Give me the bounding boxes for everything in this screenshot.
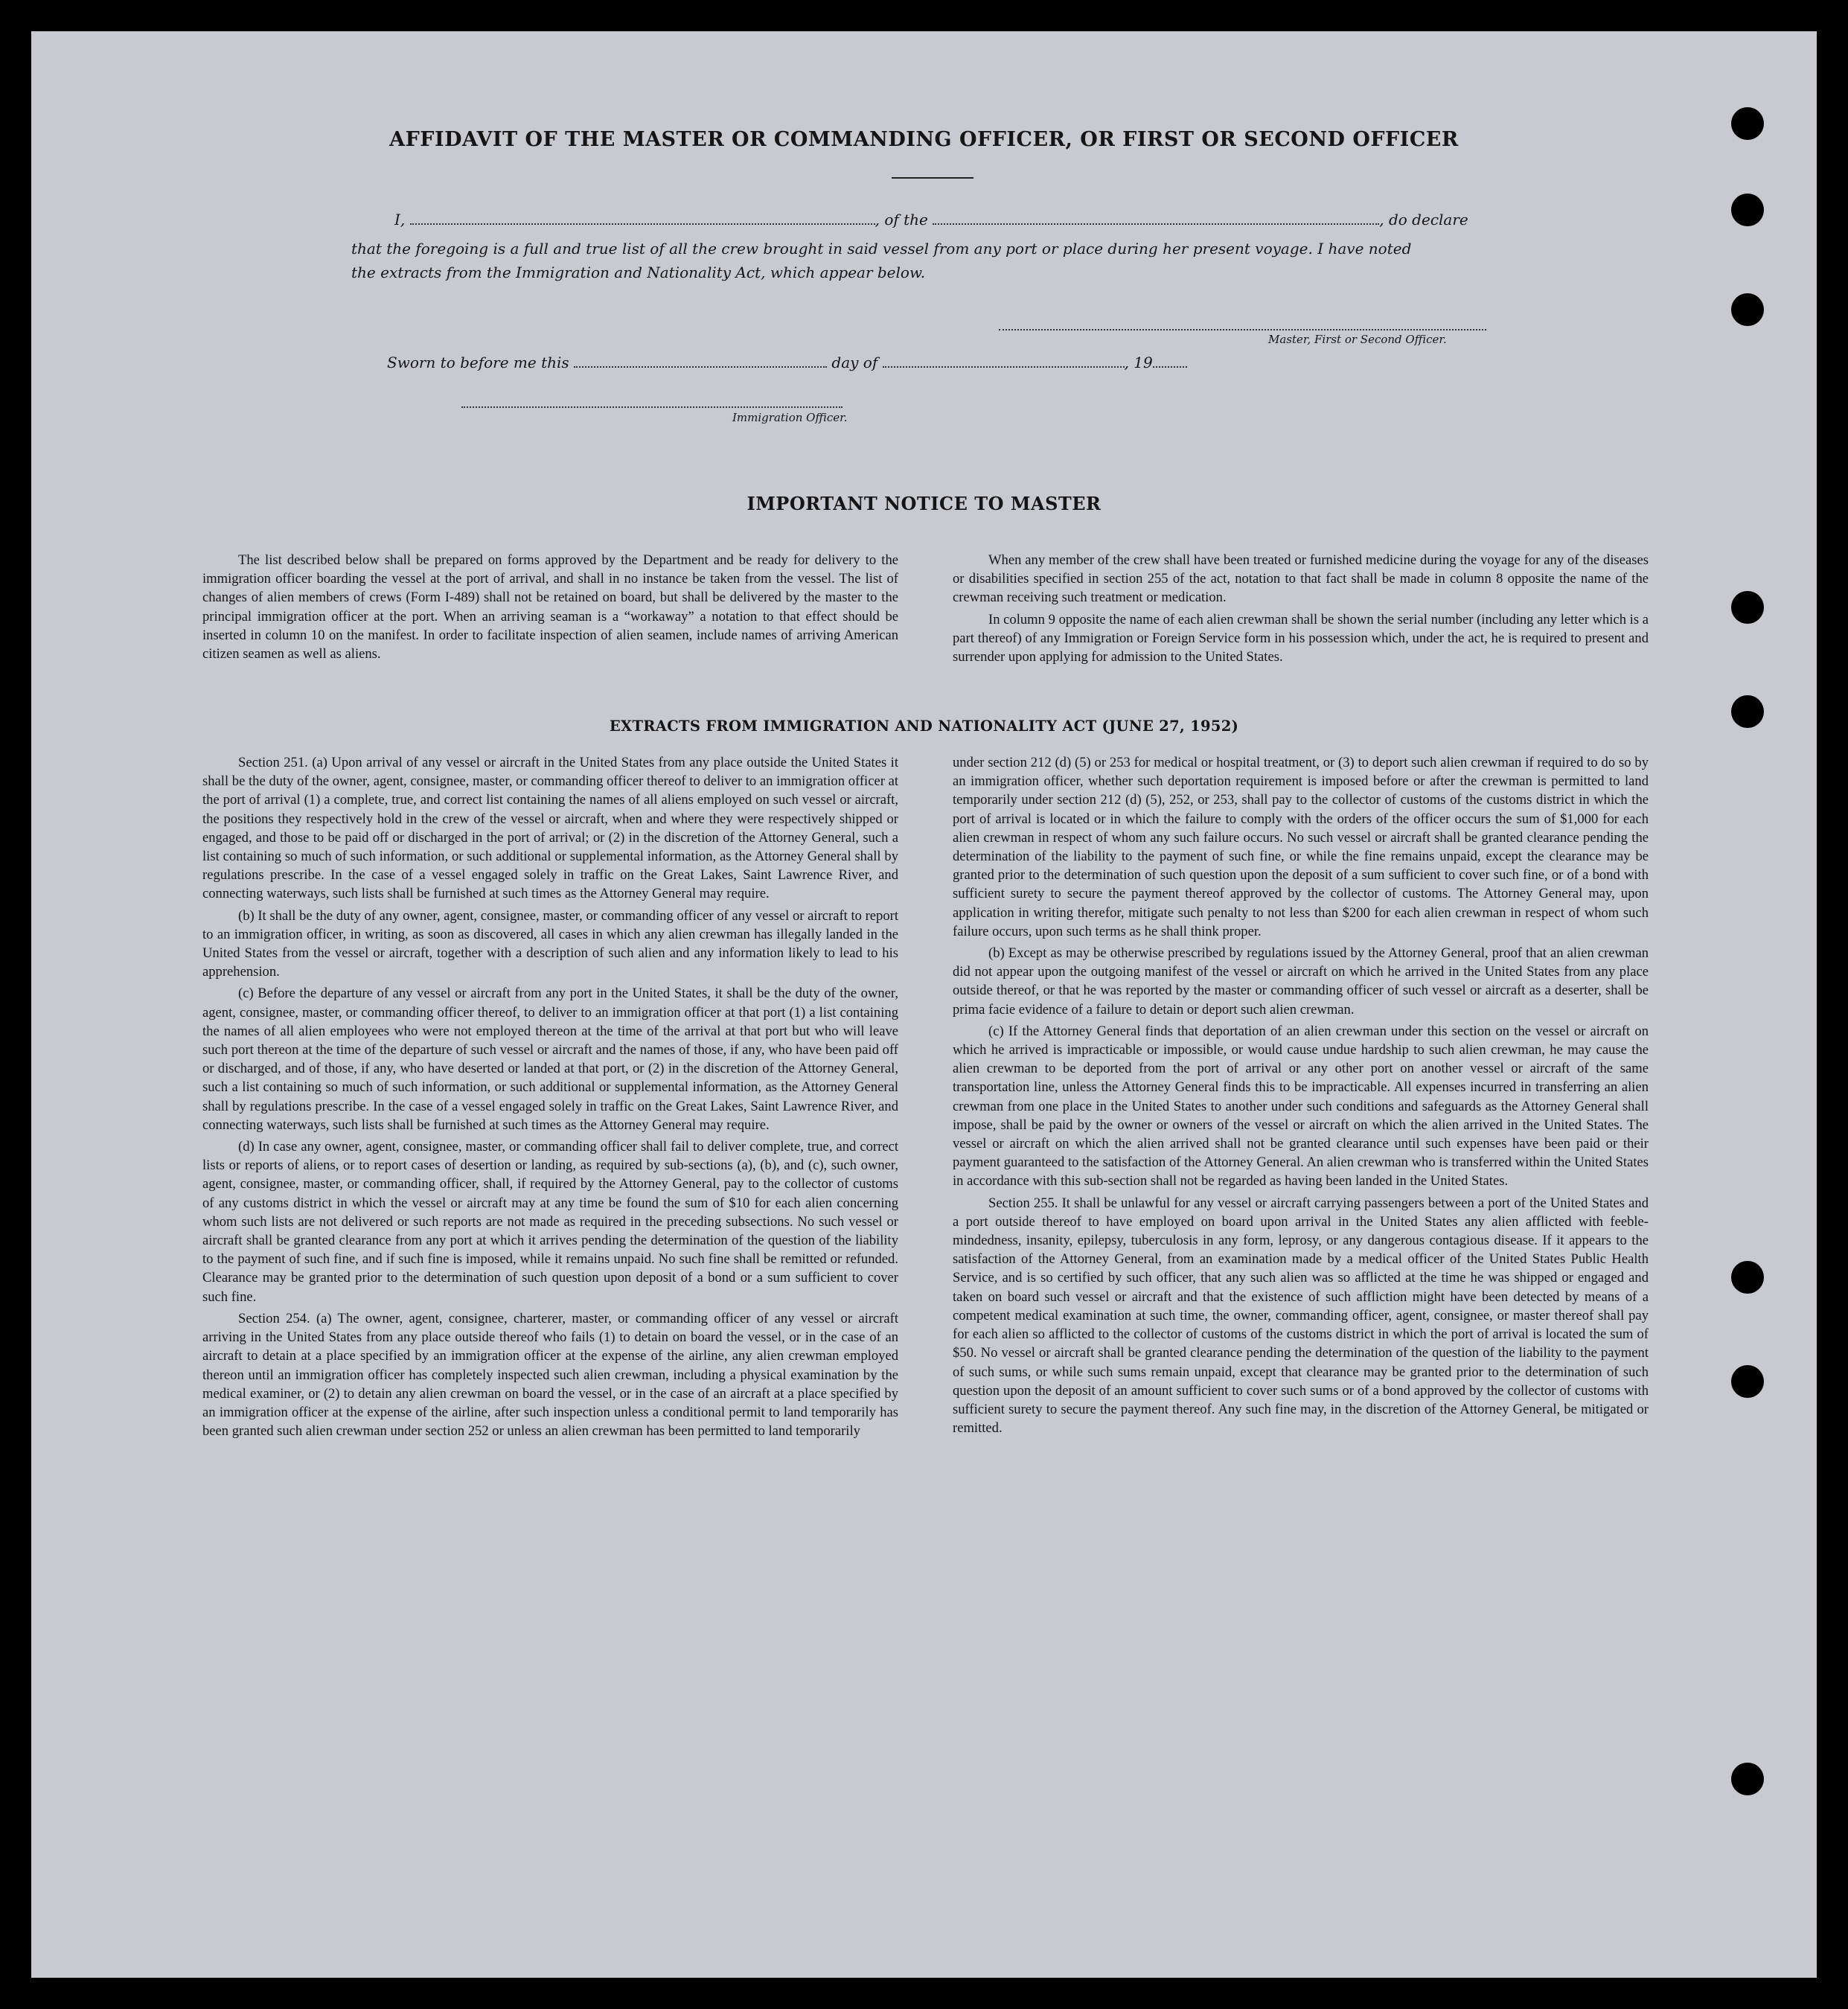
vessel-field[interactable]	[933, 210, 1379, 225]
immigration-officer-signature-field[interactable]	[461, 406, 843, 408]
sworn-month-field[interactable]	[883, 353, 1125, 368]
section-254-c: (c) If the Attorney General finds that deportation of an alien crewman under this section on the vessel or aircraft on which he arrived is impracticable or impossible, or would cause undue hardship to such alien crewman, he may cause the alien crewman to be deported from the port of arrival or any other port on another vessel or aircraft of the same transportation line, unless the Attorney General finds this to be impracticable. All expenses incurred in transferring an alien crewman from one place in the United States to another under such conditions and safeguards as the Attorney General shall impose, shall be paid by the owner or owners of the vessel or aircraft on which the alien arrived in the United States. The vessel or aircraft on which the alien arrived shall not be granted clearance until such expenses have been paid or their payment guaranteed to the satisfaction of the Attorney General. An alien crewman who is transferred within the United States in accordance with this sub-section shall not be regarded as having been landed in the United States.	[953, 1023, 1649, 1189]
section-251-a: Section 251. (a) Upon arrival of any vessel or aircraft in the United States from any place outside the United States it shall be the duty of the owner, agent, consignee, master, or commanding officer thereof to deliver to an immigration officer at the port of arrival (1) a complete, true, and correct list containing the names of all aliens employed on such vessel or aircraft, the positions they respectively hold in the crew of the vessel or aircraft, when and where they were respectively shipped or engaged, and those to be paid off or discharged in the port of arrival; or (2) in the discretion of the Attorney General, such a list containing so much of such information, or such additional or supplemental information, as the Attorney General shall by regulations prescribe. In the case of a vessel engaged solely in traffic on the Great Lakes, Saint Lawrence River, and connecting waterways, such lists shall be furnished at such times as the Attorney General may require.	[202, 755, 898, 902]
sworn-day-field[interactable]	[574, 353, 827, 368]
section-255: Section 255. It shall be unlawful for any vessel or aircraft carrying passengers between a port of the United States and a port outside thereof to have employed on board upon arrival in the United States any alien afflicted with feeble-mindedness, insanity, epilepsy, tuberculosis in any form, leprosy, or any dangerous contagious disease. If it appears to the satisfaction of the Attorney General, from an examination made by a medical officer of the United States Public Health Service, and is so certified by such officer, that any such alien was so afflicted at the time he was shipped or engaged and taken on board such vessel or aircraft and that the existence of such affliction might have been detected by means of a competent medical examination at such time, the owner, commanding officer, agent, consignee, or master thereof shall pay for each alien so afflicted to the collector of customs of the customs district in which the port of arrival is located the sum of $50. No vessel or aircraft shall be granted clearance pending the determination of the question of the liability to the payment of such sums, or while such sums remain unpaid, except that clearance may be granted prior to the determination of such question upon the deposit of an amount sufficient to cover such sums or of a bond approved by the collector of customs with sufficient surety to secure the payment thereof. Any such fine may, in the discretion of the Attorney General, be mitigated or remitted.	[953, 1195, 1649, 1437]
extracts-title: EXTRACTS FROM IMMIGRATION AND NATIONALITY ACT (JUNE 27, 1952)	[609, 718, 1239, 735]
statement-line-2: the extracts from the Immigration and Nationality Act, which appear below.	[351, 263, 926, 281]
master-caption: Master, First or Second Officer.	[1268, 333, 1447, 346]
notice-left-column	[202, 551, 898, 663]
declaration-line	[394, 210, 1468, 229]
section-254-b: (b) Except as may be otherwise prescribed by regulations issued by the Attorney General, proof that an alien crewman did not appear upon the outgoing manifest of the vessel or aircraft on which he arrived in the United States from any place outside thereof, or that he was reported by the master or commanding officer of such vessel or aircraft as a deserter, shall be prima facie evidence of a failure to detain or deport such alien crewman.	[953, 945, 1649, 1018]
statement-line-1: that the foregoing is a full and true list of all the crew brought in said vessel from any port or place during her present voyage. I have noted	[351, 240, 1412, 258]
binder-hole	[1731, 591, 1764, 624]
affidavit-title: AFFIDAVIT OF THE MASTER OR COMMANDING OFFICER, OR FIRST OR SECOND OFFICER	[389, 128, 1459, 151]
day-of-label: day of	[831, 354, 878, 371]
binder-hole	[1731, 194, 1764, 226]
notice-left-paragraph: The list described below shall be prepared on forms approved by the Department and be ready for delivery to the immigration officer boarding the vessel at the port of arrival, and shall in no instance be taken from the vessel. The list of changes of alien members of crews (Form I-489) shall not be retained on board, but shall be delivered by the master to the principal immigration officer at the port. When an arriving seaman is a “workaway” a notation to that effect should be inserted in column 10 on the manifest. In order to facilitate inspection of alien seamen, include names of arriving American citizen seamen as well as aliens.	[202, 552, 898, 662]
sworn-label: Sworn to before me this	[387, 354, 569, 371]
notice-title: IMPORTANT NOTICE TO MASTER	[746, 493, 1102, 514]
immigration-officer-caption: Immigration Officer.	[732, 411, 848, 424]
extracts-right-column	[953, 753, 1649, 1437]
notice-right-paragraph-2: In column 9 opposite the name of each alien crewman shall be shown the serial number (including any letter which is a part thereof) of any Immigration or Foreign Service form in his possession which, under the act, he is required to present and surrender upon applying for admission to the United States.	[953, 611, 1649, 665]
section-251-c: (c) Before the departure of any vessel or aircraft from any port in the United States, it shall be the duty of the owner, agent, consignee, master, or commanding officer thereof, to deliver to an immigration officer at that port (1) a list containing the names of all alien employees who were not employed thereon at the time of the arrival at that port but who will leave such port thereon at the time of the departure of such vessel or aircraft and the names of those, if any, who have been paid off or discharged, and of those, if any, who have deserted or landed at that port, or (2) in the discretion of the Attorney General, such a list containing so much of such information, or such additional or supplemental information, as the Attorney General shall by regulations prescribe. In the case of a vessel engaged solely in traffic on the Great Lakes, Saint Lawrence River, and connecting waterways, such lists shall be furnished at such times as the Attorney General may require.	[202, 986, 898, 1133]
form-page	[31, 31, 1817, 1978]
section-251-d: (d) In case any owner, agent, consignee, master, or commanding officer shall fail to deliver complete, true, and correct lists or reports of aliens, or to report cases of desertion or landing, as required by sub-sections (a), (b), and (c), such owner, agent, consignee, master, or commanding officer, shall, if required by the Attorney General, pay to the collector of customs of any customs district in which the vessel or aircraft may at any time be found the sum of $10 for each alien concerning whom such lists are not delivered or such reports are not made as required in the preceding subsections. No such vessel or aircraft shall be granted clearance from any port at which it arrives pending the determination of the question of the liability to the payment of such fine, and if such fine is imposed, while it remains unpaid. No such fine shall be remitted or refunded. Clearance may be granted prior to the determination of such question upon deposit of a bond or a sum sufficient to cover such fine.	[202, 1139, 898, 1305]
binder-hole	[1731, 293, 1764, 326]
binder-hole	[1731, 1261, 1764, 1294]
declare-label: , do declare	[1379, 211, 1468, 229]
notice-right-column	[953, 551, 1649, 666]
section-254-a: Section 254. (a) The owner, agent, consignee, charterer, master, or commanding officer of any vessel or aircraft arriving in the United States from any place outside thereof who fails (1) to detain on board the vessel, or in the case of an aircraft to detain at a place specified by an immigration officer at the expense of the airline, any alien crewman employed thereon until an immigration officer has completely inspected such alien crewman, including a physical examination by the medical examiner, or (2) to detain any alien crewman on board the vessel, or in the case of an aircraft at a place specified by an immigration officer at the expense of the airline, after such inspection unless a conditional permit to land temporarily has been granted such alien crewman under section 252 or unless an alien crewman has been permitted to land temporarily	[202, 1310, 898, 1440]
binder-hole	[1731, 1365, 1764, 1398]
sworn-year-field[interactable]	[1153, 353, 1187, 368]
of-the-label: , of the	[875, 211, 928, 229]
binder-hole	[1731, 1763, 1764, 1795]
extracts-left-column	[202, 753, 898, 1440]
sworn-line	[387, 353, 1187, 371]
title-rule	[892, 177, 973, 179]
section-254-a-continued: under section 212 (d) (5) or 253 for medical or hospital treatment, or (3) to deport such alien crewman if required to do so by an immigration officer, whether such deportation requirement is imposed before or after the crewman is permitted to land temporarily under section 212 (d) (5), 252, or 253, shall pay to the collector of customs of the customs district in which the port of arrival is located or in which the failure to comply with the orders of the officer occurs the sum of $1,000 for each alien crewman in respect of whom any such failure occurs. No such vessel or aircraft shall be granted clearance pending the determination of the liability to the payment of such fine, or while the fine remains unpaid, except the clearance may be granted prior to the determination of such question upon the deposit of a sum sufficient to cover such fine, or of a bond with sufficient surety to secure the payment thereof approved by the collector of customs. The Attorney General may, upon application in writing therefor, mitigate such penalty to not less than $200 for each alien crewman in respect of whom such failure occurs, upon such terms as he shall think proper.	[953, 755, 1649, 939]
notice-right-paragraph-1: When any member of the crew shall have been treated or furnished medicine during the voyage for any of the diseases or disabilities specified in section 255 of the act, notation to that fact shall be made in column 8 opposite the name of the crewman receiving such treatment or medication.	[953, 552, 1649, 606]
master-signature-field[interactable]	[999, 329, 1486, 330]
i-label: I,	[394, 211, 406, 229]
name-field[interactable]	[410, 210, 875, 225]
year-label: , 19	[1124, 354, 1153, 371]
section-251-b: (b) It shall be the duty of any owner, agent, consignee, master, or commanding officer of any vessel or aircraft to report to an immigration officer, in writing, as soon as discovered, all cases in which any alien crewman has illegally landed in the United States from the vessel or aircraft, together with a description of such alien and any information likely to lead to his apprehension.	[202, 907, 898, 980]
